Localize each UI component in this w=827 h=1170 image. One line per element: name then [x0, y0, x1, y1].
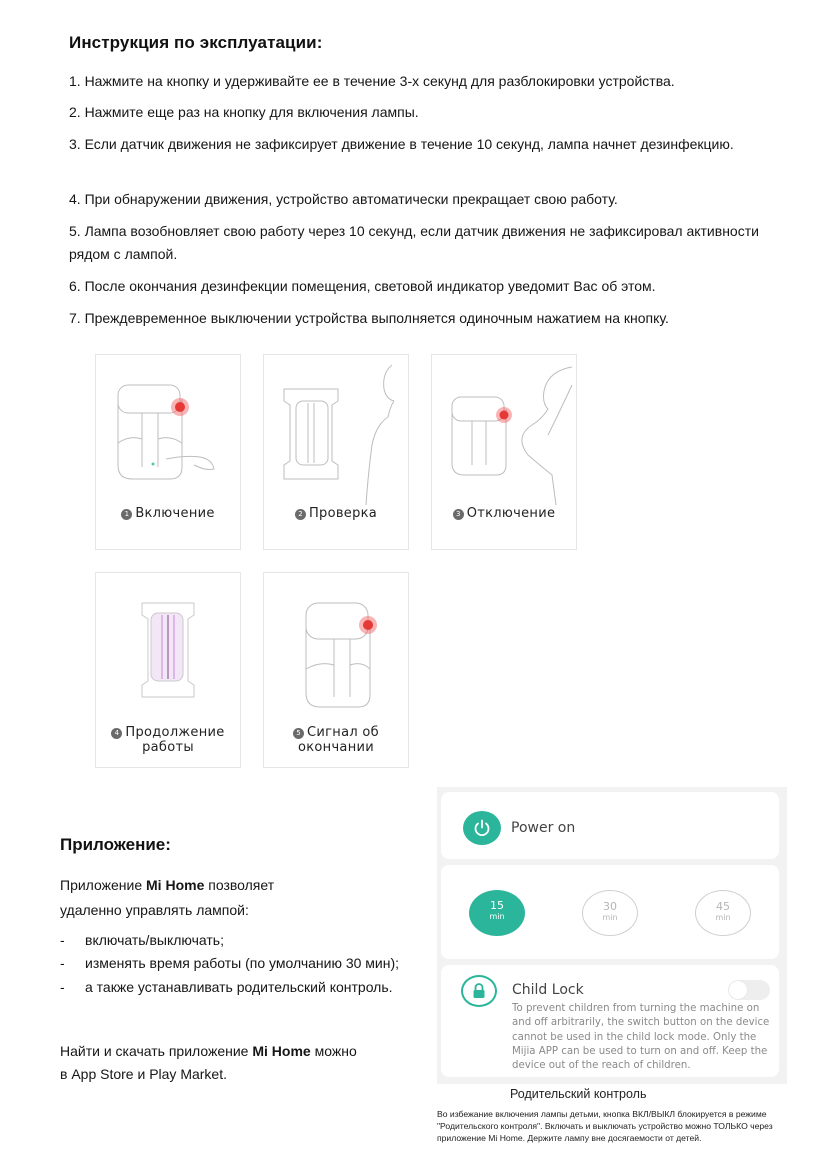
timer-card: [441, 865, 779, 959]
illustration-caption: 3 Отключение: [432, 506, 576, 521]
child-lock-title: Child Lock: [512, 982, 584, 998]
power-label: Power on: [511, 820, 576, 836]
illustration-panel-check: [263, 354, 409, 550]
child-lock-description: To prevent children from turning the machine on and off arbitrarily, the switch button on the device cannot be used in the child lock mode. Only the Mijia APP can be used to turn on and off. Keep the device out of the reach of children.: [512, 1003, 770, 1072]
app-screenshot: [437, 787, 787, 1084]
instruction-step: 7. Преждевременное выключении устройства выполняется одиночным нажатием на кнопку.: [69, 310, 669, 326]
download-text: Найти и скачать приложение Mi Home можно: [60, 1043, 357, 1059]
illustration-caption: 5 Сигнал об окончании: [264, 725, 408, 755]
instruction-step: 6. После окончания дезинфекции помещения, световой индикатор уведомит Вас об этом.: [69, 278, 656, 294]
parental-control-text: Во избежание включения лампы детьми, кнопка ВКЛ/ВЫКЛ блокируется в режиме "Родительского контроля". Включать и выключать устройство можно ТОЛЬКО через приложение Mi Home. Держите лампу вне досягаемости от детей.: [437, 1109, 773, 1143]
app-intro-line2: удаленно управлять лампой:: [60, 902, 249, 918]
timer-45-button[interactable]: 45 min: [695, 890, 751, 936]
app-intro: Приложение Mi Home позволяет: [60, 877, 275, 893]
parental-control-title: Родительский контроль: [510, 1087, 647, 1101]
power-card: [441, 792, 779, 859]
lamp-motion-illustration: [432, 355, 578, 551]
timer-30-button[interactable]: 30 min: [582, 890, 638, 936]
illustration-caption: 1 Включение: [96, 506, 240, 521]
instruction-step: 3. Если датчик движения не зафиксирует движение в течение 10 секунд, лампа начнет дезинфекцию.: [69, 136, 734, 152]
app-feature-item: - включать/выключать;: [60, 932, 224, 948]
illustration-panel-resume: [95, 572, 241, 768]
illustration-panel-finish: [263, 572, 409, 768]
instruction-step: 5. Лампа возобновляет свою работу через 10 секунд, если датчик движения не зафиксировал активности рядом с лампой.: [69, 223, 759, 262]
power-button[interactable]: [463, 811, 501, 845]
instruction-step: 1. Нажмите на кнопку и удерживайте ее в течение 3-х секунд для разблокировки устройства.: [69, 73, 675, 89]
illustration-caption: 2 Проверка: [264, 506, 408, 521]
app-feature-item: - а также устанавливать родительский контроль.: [60, 979, 393, 995]
lamp-front-illustration: [264, 355, 410, 551]
power-icon: [472, 818, 492, 838]
instruction-step: 4. При обнаружении движения, устройство автоматически прекращает свою работу.: [69, 191, 618, 207]
app-section-title: Приложение:: [60, 835, 171, 854]
download-text-line2: в App Store и Play Market.: [60, 1066, 227, 1082]
instructions-title: Инструкция по эксплуатации:: [69, 33, 323, 52]
timer-15-button[interactable]: 15 min: [469, 890, 525, 936]
illustration-panel-off: [431, 354, 577, 550]
child-lock-card: [441, 965, 779, 1077]
illustration-caption: 4 Продолжение работы: [96, 725, 240, 755]
app-feature-item: - изменять время работы (по умолчанию 30 мин);: [60, 955, 400, 971]
child-lock-toggle[interactable]: [728, 980, 770, 1000]
lamp-press-illustration: [96, 355, 242, 551]
lock-icon: [461, 975, 497, 1007]
illustration-panel-turn-on: [95, 354, 241, 550]
instruction-step: 2. Нажмите еще раз на кнопку для включения лампы.: [69, 104, 419, 120]
